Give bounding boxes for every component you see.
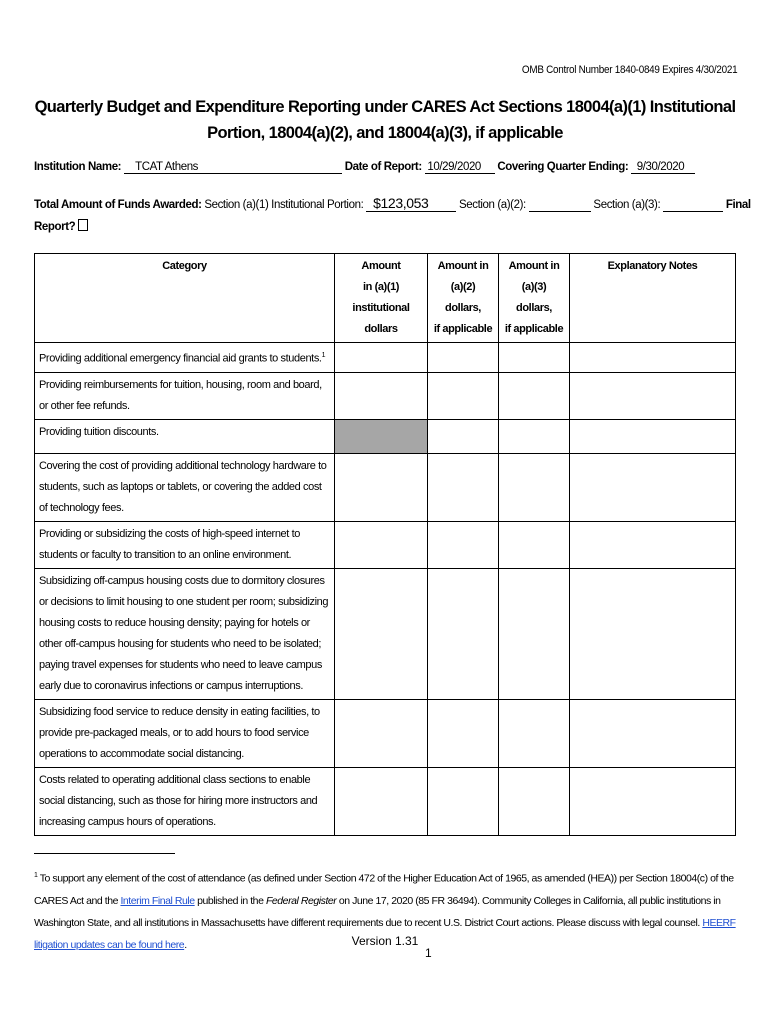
a1-cell-shaded	[335, 419, 428, 453]
a1-cell[interactable]	[335, 372, 428, 419]
funds-label: Total Amount of Funds Awarded:	[34, 199, 202, 211]
date-of-report-value: 10/29/2020	[427, 161, 481, 173]
a1-header-line: institutional dollars	[352, 302, 410, 335]
notes-header: Explanatory Notes	[570, 254, 736, 343]
category-cell	[35, 343, 335, 373]
table-row	[35, 568, 736, 699]
a1-header-line: in (a)(1)	[362, 281, 400, 293]
a3-header-line: if applicable	[504, 323, 564, 335]
a3-cell[interactable]	[499, 568, 570, 699]
date-of-report-field[interactable]	[425, 161, 495, 174]
notes-cell[interactable]	[570, 568, 736, 699]
a1-cell[interactable]	[335, 453, 428, 521]
heerf-litigation-link[interactable]: HEERF litigation updates can be found here	[34, 916, 736, 951]
a3-cell[interactable]	[499, 767, 570, 835]
version-label: Version 1.31	[351, 934, 419, 948]
a3-cell[interactable]	[499, 453, 570, 521]
a2-amount-field[interactable]	[529, 199, 591, 212]
notes-cell[interactable]	[570, 453, 736, 521]
a3-header-line: Amount in	[508, 260, 560, 272]
notes-cell[interactable]	[570, 767, 736, 835]
a2-cell[interactable]	[428, 767, 499, 835]
final-label: Final	[725, 199, 751, 211]
interim-final-rule-link[interactable]: Interim Final Rule	[120, 894, 195, 907]
final-report-line	[34, 219, 88, 233]
category-cell: Providing tuition discounts.	[35, 419, 335, 453]
table-row	[35, 699, 736, 767]
a1-cell[interactable]	[335, 699, 428, 767]
footnote-marker: 1	[34, 872, 38, 879]
a3-header-line: (a)(3) dollars,	[516, 281, 552, 314]
table-header-row	[35, 254, 736, 343]
a3-cell[interactable]	[499, 343, 570, 373]
table-row	[35, 521, 736, 568]
a3-cell[interactable]	[499, 372, 570, 419]
a2-cell[interactable]	[428, 419, 499, 453]
category-cell: Covering the cost of providing additional technology hardware to students, such as laptops or tablets, or covering the added cost of technology fees.	[35, 453, 335, 521]
a2-header-line: Amount in	[437, 260, 489, 272]
a3-label: Section (a)(3):	[593, 199, 661, 211]
a2-cell[interactable]	[428, 453, 499, 521]
quarter-ending-field[interactable]	[631, 161, 695, 174]
a3-cell[interactable]	[499, 699, 570, 767]
table-row	[35, 372, 736, 419]
table-row	[35, 453, 736, 521]
a1-header	[335, 254, 428, 343]
quarter-ending-value: 9/30/2020	[636, 161, 685, 173]
a1-cell[interactable]	[335, 521, 428, 568]
a1-cell[interactable]	[335, 343, 428, 373]
a2-cell[interactable]	[428, 521, 499, 568]
a2-header	[428, 254, 499, 343]
category-header: Category	[35, 254, 335, 343]
notes-cell[interactable]	[570, 372, 736, 419]
a2-header-line: if applicable	[433, 323, 493, 335]
a2-cell[interactable]	[428, 568, 499, 699]
page-number: 1	[425, 946, 432, 960]
a2-label: Section (a)(2):	[458, 199, 526, 211]
notes-cell[interactable]	[570, 419, 736, 453]
institution-line	[34, 161, 695, 174]
a3-header	[499, 254, 570, 343]
quarter-label: Covering Quarter Ending:	[497, 161, 629, 173]
a1-amount-field[interactable]	[366, 195, 456, 212]
table-row	[35, 767, 736, 835]
form-title: Quarterly Budget and Expenditure Reporting under CARES Act Sections 18004(a)(1) Institutional Portion, 18004(a)(2), and 18004(a)(3), if applicable	[34, 98, 736, 142]
a3-cell[interactable]	[499, 521, 570, 568]
a1-header-line: Amount	[361, 260, 401, 272]
final-report-checkbox[interactable]	[78, 219, 88, 231]
a2-cell[interactable]	[428, 343, 499, 373]
a1-cell[interactable]	[335, 767, 428, 835]
date-label: Date of Report:	[344, 161, 422, 173]
a2-cell[interactable]	[428, 699, 499, 767]
footnote-divider	[34, 853, 175, 854]
a1-cell[interactable]	[335, 568, 428, 699]
category-cell: Providing reimbursements for tuition, housing, room and board, or other fee refunds.	[35, 372, 335, 419]
institution-label: Institution Name:	[34, 161, 122, 173]
a3-cell[interactable]	[499, 419, 570, 453]
a3-amount-field[interactable]	[663, 199, 723, 212]
category-cell: Costs related to operating additional class sections to enable social distancing, such as those for hiring more instructors and increasing campus hours of operations.	[35, 767, 335, 835]
notes-cell[interactable]	[570, 521, 736, 568]
institution-name-field[interactable]	[124, 161, 342, 174]
notes-cell[interactable]	[570, 699, 736, 767]
footnote-ref: 1	[321, 352, 326, 359]
category-text: Providing additional emergency financial aid grants to students.	[39, 352, 322, 365]
a1-amount-value: $123,053	[373, 195, 429, 211]
report-label: Report?	[34, 221, 76, 233]
table-row	[35, 419, 736, 453]
table-row	[35, 343, 736, 373]
footnote-text: published in the	[194, 894, 266, 907]
funds-line	[34, 195, 751, 212]
institution-name-value: TCAT Athens	[135, 161, 199, 173]
omb-control-number: OMB Control Number 1840-0849 Expires 4/30/2021	[521, 64, 737, 76]
category-cell: Subsidizing off-campus housing costs due to dormitory closures or decisions to limit housing to one student per room; subsidizing housing costs to reduce housing density; paying for hotels or other off-campus housing for students who need to be isolated; paying travel expenses for students who need to leave campus early due to coronavirus infections or campus interruptions.	[35, 568, 335, 699]
budget-table	[34, 253, 736, 836]
federal-register-text: Federal Register	[265, 894, 337, 907]
notes-cell[interactable]	[570, 343, 736, 373]
a1-label: Section (a)(1) Institutional Portion:	[204, 199, 364, 211]
category-cell: Providing or subsidizing the costs of high-speed internet to students or faculty to transition to an online environment.	[35, 521, 335, 568]
footnote-text: .	[184, 938, 187, 951]
a2-cell[interactable]	[428, 372, 499, 419]
category-cell: Subsidizing food service to reduce density in eating facilities, to provide pre-packaged meals, or to add hours to food service operations to accommodate social distancing.	[35, 699, 335, 767]
a2-header-line: (a)(2) dollars,	[445, 281, 481, 314]
footnote-text: To support any element of the cost of attendance (as defined under Section 472 of the Higher Education Act of 1965, as amended (HEA)) per Section 18004(c) of the CARES Act and the	[34, 872, 734, 907]
footnote-text: on June 17, 2020 (85 FR 36494). Community Colleges in California, all public institutions in Washington State, and all institutions in Massachusetts have different requirements due to recent U.S. District Court actions. Please discuss with legal counsel.	[34, 894, 721, 929]
